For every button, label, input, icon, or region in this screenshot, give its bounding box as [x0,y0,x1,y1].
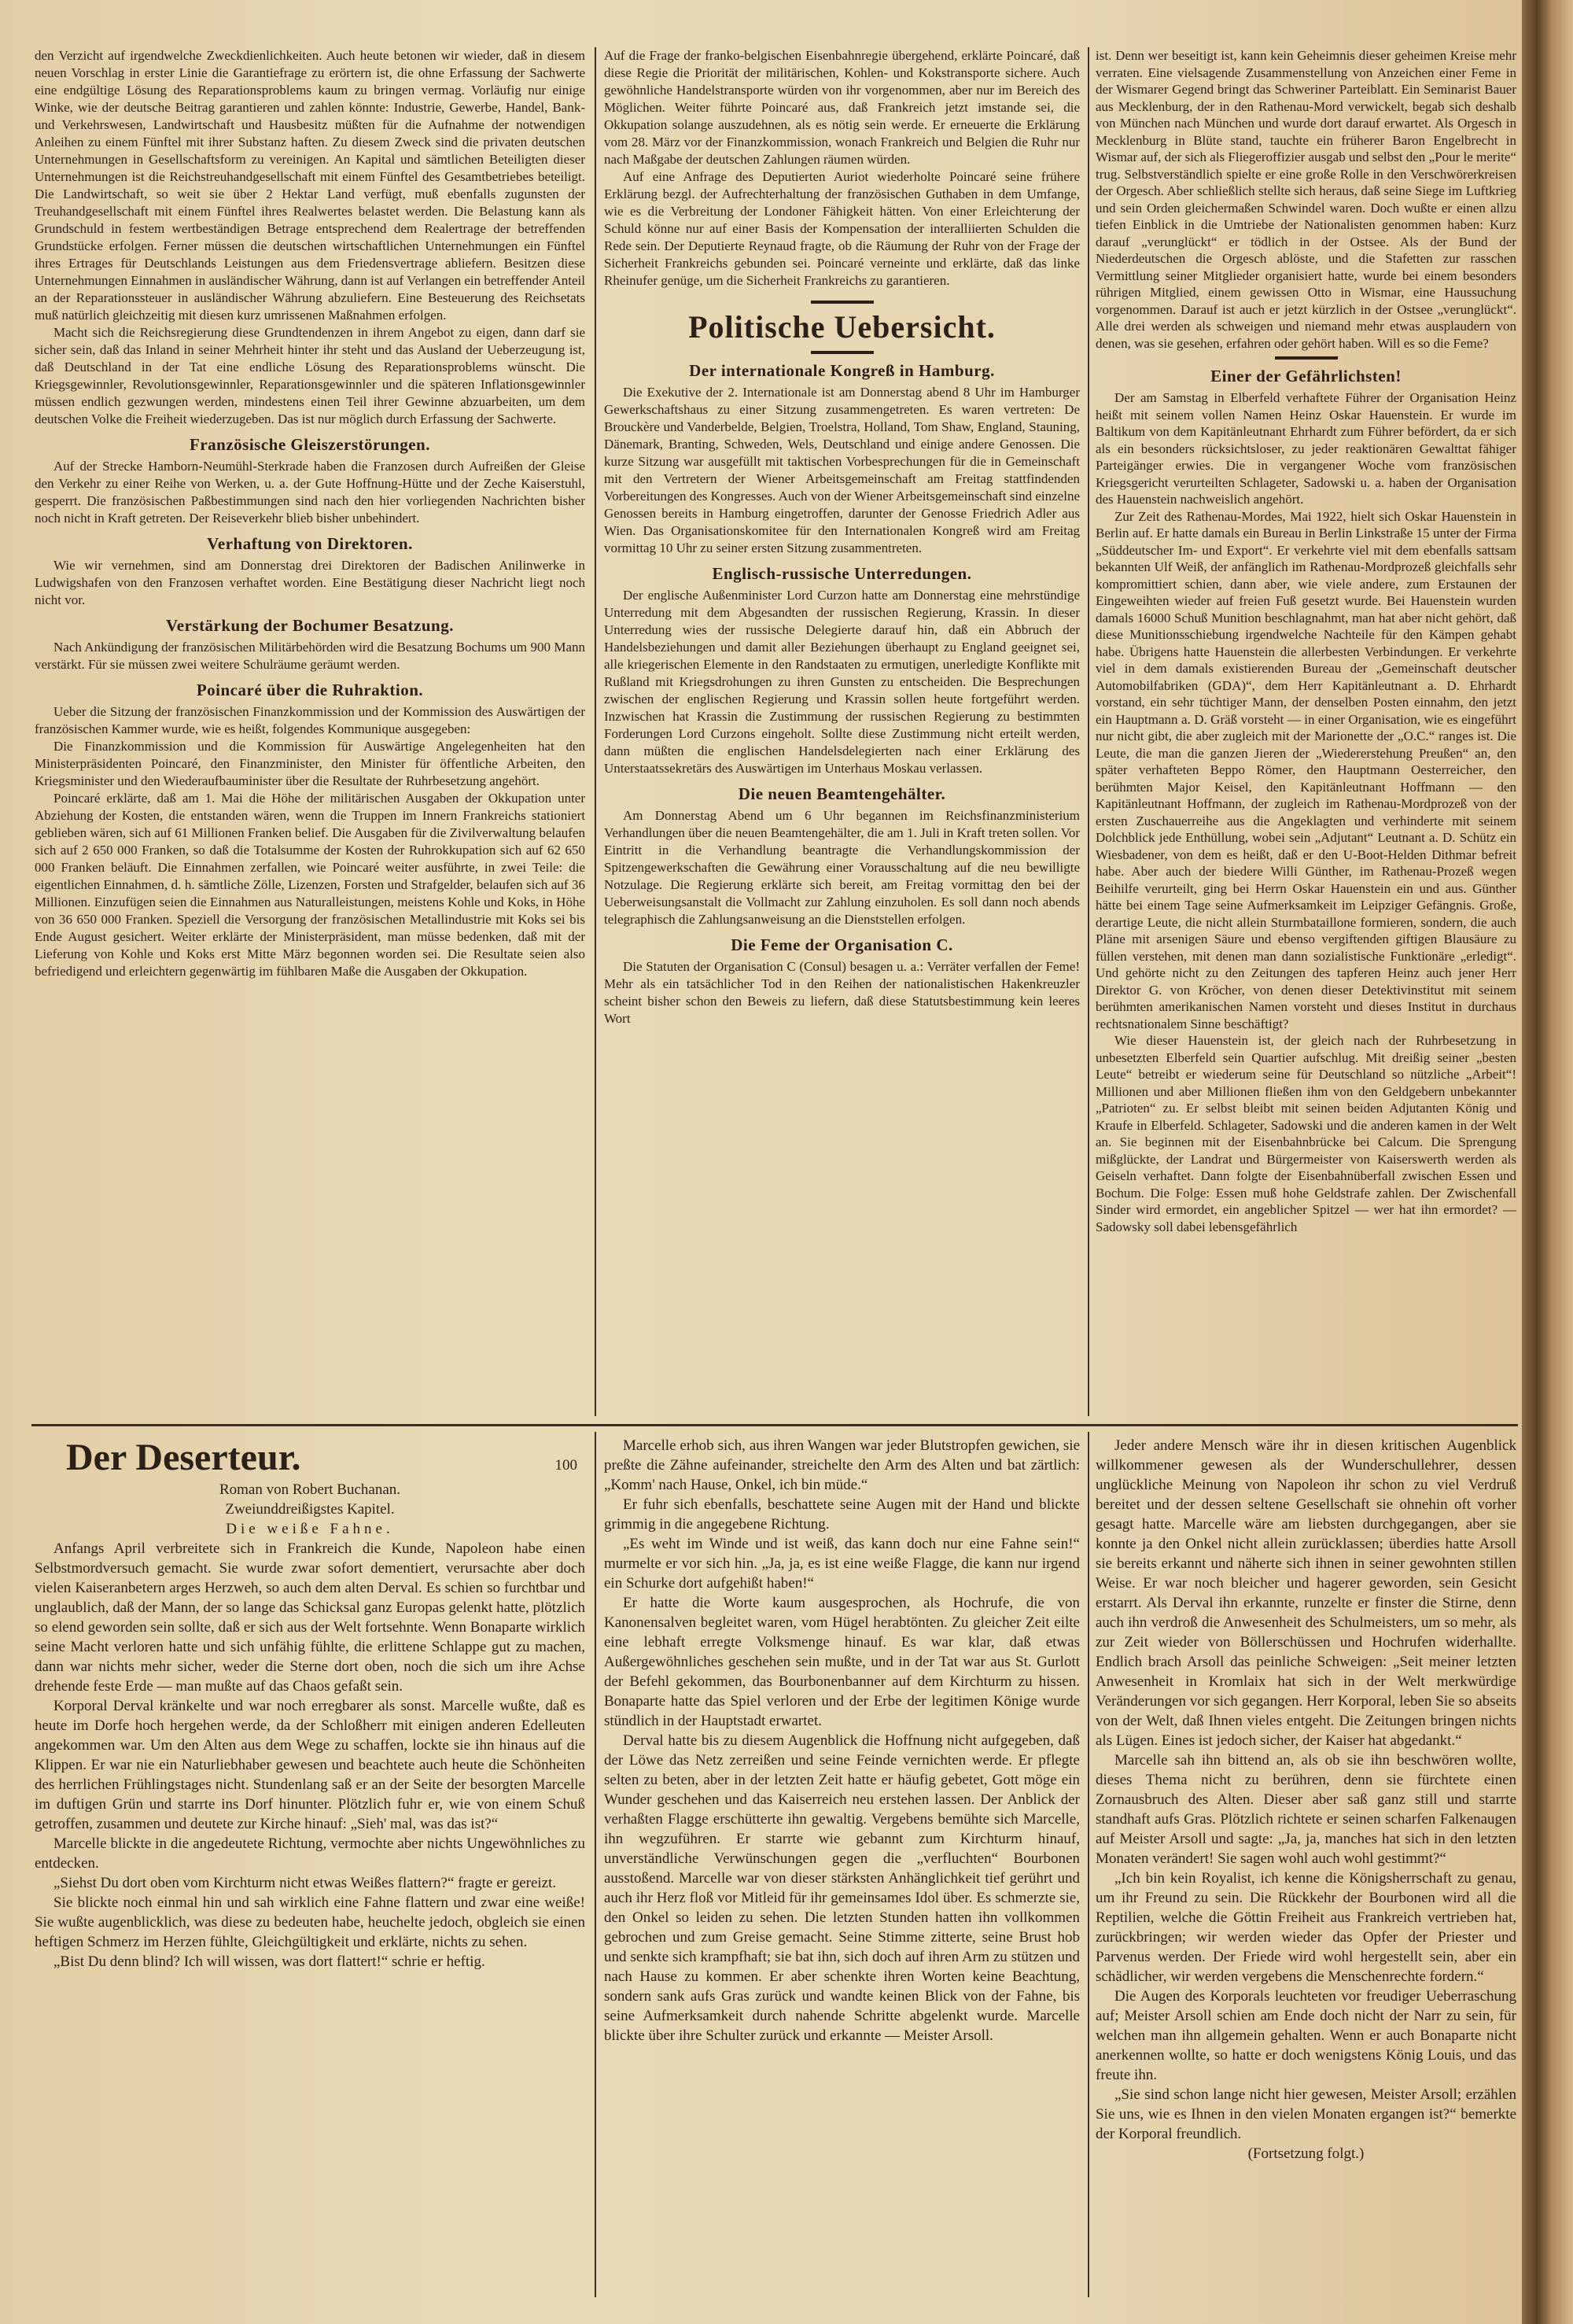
novel-paragraph: Jeder andere Mensch wäre ihr in diesen kritischen Augenblick willkommener gewesen als der Wunderschullehrer, dessen unglückliche Meinung von Napoleon ihr schon zu viel Verdruß bereitet und der dessen seltene Gesellschaft sie ohnehin oft vorher gesagt hatte. Marcelle wäre am liebsten durchgegangen, aber sie konnte ja den Onkel nicht allein zurücklassen; überdies hatte Arsoll sie bereits erkannt und näherte sich ihnen in seiner gewohnten stillen Weise. Er war noch bleicher und hagerer geworden, sein Gesicht erstarrt. Als Derval ihn erkannte, runzelte er finster die Stirne, denn auch ihn verdroß die Anwesenheit des Schulmeisters, um so mehr, als zur Zeit wieder von Böllerschüssen und Hochrufen widerhallte. Endlich brach Arsoll das peinliche Schweigen: „Seit meiner letzten Anwesenheit in Kromlaix hat sich in der Welt merkwürdige Veränderungen vor sich gegangen. Herr Korporal, leben Sie so abseits von der Welt, daß Ihnen vieles entgeht. Die Zeitungen bringen nichts als Lügen. Eines ist jedoch sicher, der Kaiser hat abgedankt.“ [1096,1437,1516,1749]
novel-paragraph: Anfangs April verbreitete sich in Frankreich die Kunde, Napoleon habe einen Selbstmordversuch gemacht. Sie wurde zwar sofort dementiert, verursachte aber doch vielen Kaiseranbetern arges Herzweh, so auch dem alten Derval. Es schien so furchtbar und unglaublich, daß der Mann, der so lange das Schicksal ganz Europas gelenkt hatte, plötzlich so elend geworden sein sollte, daß er sich aus der Welt fortsehnte. Wenn Bonaparte wirklich seine Macht verloren hatte und sich unfähig fühlte, die erlittene Schlappe gut zu machen, dann war nichts mehr sicher, weder die Sterne dort oben, noch die sich um ihre Achse drehende feste Erde — man mußte auf das Chaos gefaßt sein. [35,1540,585,1695]
article-text: Die Finanzkommission und die Kommission für Auswärtige Angelegenheiten hat den Ministerpräsidenten Poincaré, den Finanzminister, den Minister für öffentliche Arbeiten, den Kriegsminister und den Wiederaufbauminister über die Resultate der Ruhrbesetzung angehört. [35,739,585,788]
article-text: Wie wir vernehmen, sind am Donnerstag drei Direktoren der Badischen Anilinwerke in Ludwigshafen von den Franzosen verhaftet worden. Eine Bestätigung dieser Nachricht liegt noch nicht vor. [35,558,585,607]
article-text: Die Statuten der Organisation C (Consul) besagen u. a.: Verräter verfallen der Feme! Mehr als ein tatsächlicher Tod in den Reihen der nationalistischen Hakenkreuzler scheint bisher schon den Beweis zu liefern, daß diese Statutsbestimmung kein leeres Wort [604,959,1080,1026]
article-text: Der am Samstag in Elberfeld verhaftete Führer der Organisation Heinz heißt mit seinem vollen Namen Heinz Oskar Hauenstein. Er wurde im Baltikum von dem Kapitänleutnant Ehrhardt zum Führer befördert, da er sich als ein besonders rücksichtsloser, zu jeder reaktionären Gewalttat fähiger Parteigänger erwies. Die in vergangener Woche vom französischen Kriegsgericht verurteilten Schlageter, Sadowski u. a. haben der Organisation des Hauenstein nachweislich angehört. [1096,390,1516,507]
column-rule [1088,47,1089,1416]
article-lead: Ueber die Sitzung der französischen Finanzkommission und der Kommission des Auswärtigen der französischen Kammer wurde, wie es heißt, folgendes Kommunique ausgegeben: [35,704,585,736]
headline: Der internationale Kongreß in Hamburg. [689,361,995,380]
continuation-note: (Fortsetzung folgt.) [1247,2145,1365,2162]
novel-column-2 [604,1436,1080,2045]
article-text: Poincaré erklärte, daß am 1. Mai die Höhe der militärischen Ausgaben der Okkupation unter Abziehung der Kosten, die entstanden wären, wenn die Truppen im Innern Frankreichs stationiert geblieben wären, sich auf 61 Millionen Franken belief. Die Ausgaben für die Zivilverwaltung belaufen sich auf 2 650 000 Franken, so daß die Totalsumme der Kosten der Ruhrokkupation sich auf 62 650 000 Franken beläuft. Die Einnahmen zerfallen, wie Poincaré weiter ausführte, in zwei Teile: die eigentlichen Einnahmen, d. h. sämtliche Zölle, Lizenzen, Forsten und Strafgelder, belaufen sich auf 36 Millionen. Einzufügen seien die Einnahmen aus Naturalleistungen, meistens Kohle und Koks, in Höhe von 36 650 000 Franken. Speziell die Versorgung der französischen Metallindustrie mit Koks sei bis Ende August gesichert. Weiter erklärte der Ministerpräsident, man müsse bedenken, daß mit der Lieferung von Kohle und Koks erst Mitte März begonnen worden sei. Die Resultate seien also befriedigend und erleichtern gegenwärtig im fühlbaren Maße die Ausgaben der Okkupation. [35,791,585,979]
article-text: Am Donnerstag Abend um 6 Uhr begannen im Reichsfinanzministerium Verhandlungen über die neuen Beamtengehälter, die am 1. Juli in Kraft treten sollen. Vor Eintritt in die Verhandlung beantragte die Verhandlungskommission der Spitzengewerkschaften die Gewährung einer Vorausschaltung auf die neu bewilligte Notzulage. Die Regierung erklärte sich bereit, am Freitag vormittag den bei der Ueberweisungsanstalt die Vollmacht zur Zahlung einzuholen. Es soll dann noch abends telegraphisch die Zahlungsanweisung an die Dienststellen erfolgen. [604,808,1080,927]
divider [811,301,874,304]
novel-paragraph: „Bist Du denn blind? Ich will wissen, was dort flattert!“ schrie er heftig. [53,1953,485,1970]
novel-paragraph: Marcelle blickte in die angedeutete Richtung, vermochte aber nichts Ungewöhnliches zu entdecken. [35,1835,585,1872]
novel-paragraph: „Es weht im Winde und ist weiß, das kann doch nur eine Fahne sein!“ murmelte er vor sich hin. „Ja, ja, es ist eine weiße Flagge, die kann nur irgend ein Schurke dort aufgehißt haben!“ [604,1536,1080,1592]
novel-paragraph: Marcelle sah ihn bittend an, als ob sie ihn beschwören wollte, dieses Thema nicht zu berühren, denn sie fürchtete einen Zornausbruch des Alten. Dieser aber saß ganz still und starrte standhaft aufs Gras. Plötzlich richtete er seinen scharfen Falkenaugen auf Meister Arsoll und sagte: „Ja, ja, manches hat sich in den letzten Monaten verändert! Sie sagen wohl auch wohl gestimmt?“ [1096,1752,1516,1867]
page-fold-edge [1522,0,1573,2324]
article-text: Der englische Außenminister Lord Curzon hatte am Donnerstag eine mehrstündige Unterredung mit dem Abgesandten der russischen Regierung, Krassin. In dieser Unterredung wies der russische Delegierte darauf hin, daß ein Abbruch der Handelsbeziehungen und damit aller Beziehungen überhaupt zu England geeignet sei, alle kriegerischen Elemente in den Randstaaten zu ermutigen, unerledigte Konflikte mit Rußland mit Kriegsdrohungen zu ihren Gunsten zu entscheiden. Die Besprechungen zwischen der englischen Regierung und Krassin sollen heute fortgeführt werden. Inzwischen hat Krassin die Zustimmung der russischen Regierung zu bestimmten Forderungen Lord Curzons eingeholt. Sollte diese Zustimmung nicht erteilt werden, dann müßten die englischen Handelsdelegierten nach einer Erklärung des Unterstaatssekretärs des Auswärtigen im Unterhaus Moskau verlassen. [604,588,1080,776]
article-text: Nach Ankündigung der französischen Militärbehörden wird die Besatzung Bochums um 900 Mann verstärkt. Für sie müssen zwei weitere Schulräume geräumt werden. [35,640,585,672]
divider [811,351,874,354]
novel-paragraph: Sie blickte noch einmal hin und sah wirklich eine Fahne flattern und zwar eine weiße! Sie wußte augenblicklich, was diese zu bedeuten habe, heuchelte jedoch, obgleich sie einen heftigen Schmerz im Herzen fühlte, Gleichgültigkeit und erklärte, nichts zu sehen. [35,1894,585,1950]
novel-column-1 [35,1436,585,1972]
novel-paragraph: Derval hatte bis zu diesem Augenblick die Hoffnung nicht aufgegeben, daß der Löwe das Netz zerreißen und seine Feinde vernichten werde. Er pflegte selten zu beten, aber in der letzten Zeit hatte er häufig gebetet, Gott möge ein Wunder geschehen und das Kaiserreich neu erstehen lassen. Der Anblick der verhaßten Flagge erschütterte ihn gewaltig. Vergebens bemühte sich Marcelle, ihn wegzuführen. Er starrte wie gebannt zum Kirchturm hinauf, unverständliche Verwünschungen gegen die „verfluchten“ Bourbonen ausstoßend. Marcelle war von dieser stärksten Anhänglichkeit tief gerührt und auch ihr Herz floß vor Mitleid für ihr gemeinsames Idol über. Es schmerzte sie, den Onkel so leiden zu sehen. Die letzten Stunden hatten ihn vollkommen gebrochen und zum Greise gemacht. Seine Stimme zitterte, seine Brust hob und senkte sich krampfhaft; sie bat ihn, sich doch auf ihren Arm zu stützen und nach Hause zu kommen. Er aber schenkte ihren Worten keine Beachtung, sondern sank aufs Gras zurück und wandte keinen Blick von der Fahne, bis seine Aufmerksamkeit durch nahende Schritte abgelenkt wurde. Marcelle blickte über ihre Schulter zurück und erkannte — Meister Arsoll. [604,1732,1080,2044]
novel-paragraph: Er fuhr sich ebenfalls, beschattete seine Augen mit der Hand und blickte grimmig in die angegebene Richtung. [604,1496,1080,1533]
top-column-2 [604,47,1080,1027]
column-rule [1088,1432,1089,2297]
headline: Französische Gleiszerstörungen. [190,435,430,454]
article-text: den Verzicht auf irgendwelche Zweckdienlichkeiten. Auch heute betonen wir wieder, daß in diesem neuen Vorschlag in erster Linie die Garantiefrage zu erörtern ist, die ohne Erfassung der Sachwerte eine endgültige Lösung des Reparationsproblems kaum zu bringen vermag. Vorläufig nur einige Winke, wie der deutsche Beitrag garantieren und zahlen könnte: Industrie, Gewerbe, Handel, Bank- und Verkehrswesen, Landwirtschaft und Hausbesitz müßten für die Aufnahme der notwendigen Anleihen zu einem Fünftel mit ihrer Substanz haften. Zu diesem Zweck sind die privaten deutschen Unternehmungen in Gesellschaftsform zu vereinigen. An Kapital und sämtlichen Beteiligten dieser Unternehmungen ist die Reichstreuhandgesellschaft mit einem Fünftel des Gesamtbetriebes beteiligt. Die Landwirtschaft, so weit sie über 2 Hektar Land verfügt, muß ebenfalls zugunsten der Treuhandgesellschaft mit einem Fünftel ihres Realwertes belastet werden. Die Belastung kann als Grundschuld in festem wertbeständigen Betrage entsprechend dem Realertrage der betreffenden Grundstücke erfolgen. Ferner müssen die deutschen wirtschaftlichen Unternehmungen ein Fünftel ihres Ertrages für Deutschlands Leistungen aus dem Friedensvertrage abliefern. Besitzen diese Unternehmungen Einnahmen in ausländischer Währung, dann ist auf Verlangen ein betreffender Anteil an der Reparationssteuer in ausländischer Währung abzuliefern. Eine Besteuerung des Reichsetats muß natürlich gleichzeitig mit diesen kurz umrissenen Maßnahmen erfolgen. [35,48,585,323]
novel-paragraph: Er hatte die Worte kaum ausgesprochen, als Hochrufe, die von Kanonensalven begleitet waren, vom Hügel herabtönten. Zu gleicher Zeit eilte eine lebhaft erregte Volksmenge hinauf. Es war klar, daß etwas Außergewöhnliches geschehen sein mußte, und in der Tat war aus St. Gurlott der Befehl gekommen, das Bourbonenbanner auf dem Kirchturm zu hissen. Bonaparte hatte das Spiel verloren und der Erbe der legitimen Könige wurde stündlich in der Hauptstadt erwartet. [604,1595,1080,1729]
headline: Poincaré über die Ruhraktion. [196,681,424,699]
novel-paragraph: Marcelle erhob sich, aus ihren Wangen war jeder Blutstropfen gewichen, sie preßte die Zähne aufeinander, streichelte den Arm des Alten und bat zärtlich: „Komm' nach Hause, Onkel, ich bin müde.“ [604,1437,1080,1493]
top-column-1 [35,47,585,980]
article-text: Die Exekutive der 2. Internationale ist am Donnerstag abend 8 Uhr im Hamburger Gewerkschaftshaus zu einer Sitzung zusammengetreten. Es waren vertreten: De Brouckère und Vanderbelde, Belgien, Troelstra, Holland, Tom Shaw, England, Stauning, Dänemark, Branting, Schweden, Wels, Deutschland und einige andere Genossen. Die kurze Sitzung war ausgefüllt mit taktischen Vorbesprechungen für die in Gemeinschaft mit den Vertretern der Wiener Arbeitsgemeinschaft am Freitag stattfindenden Vorbereitungen des Kongresses. Auch von der Wiener Arbeitsgemeinschaft sind einzelne Genossen bereits in Hamburg eingetroffen, darunter der Genosse Friedrich Adler aus Wien. Das Organisationskomitee für den Internationalen Kongreß wird am Freitag vormittag 10 Uhr zu seiner ersten Sitzung zusammentreten. [604,385,1080,555]
installment-number: 100 [554,1457,577,1474]
headline: Englisch-russische Unterredungen. [712,564,972,583]
article-text: Wie dieser Hauenstein ist, der gleich nach der Ruhrbesetzung in unbesetzten Elberfeld sein Quartier aufschlug. Mit dreißig seiner „besten Leute“ betreibt er wiederum seine für Deutschland so nützliche „Arbeit“! Millionen und aber Millionen fließen ihm von den Geldgebern unbekannter „Patrioten“ zu. Er selbst bleibt mit seinen beiden Adjutanten König und Kraufe in Elberfeld. Schlageter, Sadowski und die anderen kamen in der Welt an. Sie beginnen mit der Eisenbahnbrücke bei Calcum. Die Sprengung mißglückte, der Landrat und Bürgermeister von Kaiserswerth werden als Geiseln verhaftet. Dann folgte der Eisenbahnüberfall zwischen Essen und Bochum. Die Folge: Essen muß hohe Geldstrafe zahlen. Der Zwischenfall Sinder wird ermordet, ein angeblicher Spitzel — wer hat ihn ermordet? — Sadowsky soll dabei lebensgefährlich [1096,1033,1516,1234]
section-divider [31,1424,1518,1426]
novel-paragraph: Die Augen des Korporals leuchteten vor freudiger Ueberraschung auf; Meister Arsoll schien am Ende doch nicht der Narr zu sein, für welchen man ihn allgemein gehalten. Wenn er auch Bonaparte nicht anerkennen wollte, so hatte er doch wenigstens König Louis, und das freute ihn. [1096,1988,1516,2083]
article-text: Zur Zeit des Rathenau-Mordes, Mai 1922, hielt sich Oskar Hauenstein in Berlin auf. Er hatte damals ein Bureau in Berlin Linkstraße 15 unter der Firma „Süddeutscher Im- und Export“. Er verkehrte viel mit dem ebenfalls sattsam bekannten Ulf Weiß, der anfänglich im Rathenau-Mordprozeß gleichfalls sehr kompromittiert schien, dann aber, wie viele andere, zum Erstaunen der Eingeweihten wieder auf freien Fuß gesetzt wurde. Bei Hauenstein wurden damals 16000 Schuß Munition beschlagnahmt, man hat aber nicht gehört, daß diese Munitionsschiebung irgendwelche Nachteile für den Kämpen gehabt habe. Übrigens hatte Hauenstein die allerbesten Verbindungen. Er verkehrte viel in dem damals existierenden Bureau der „Gemeinschaft deutscher Automobilfabriken (GDA)“, dem Herr Kapitänleutnant a. D. Ehrhardt vorstand, ein sehr tüchtiger Mann, der denselben Posten einnahm, den jetzt ein Hauptmann a. D. Gräß vorsteht — in einer Organisation, wie es eingeführt nur nicht gibt, die aber zugleich mit der Marionette der „O.C.“ ranges ist. Die Leute, die man die ganzen Jieren der „Wiedererstehung Preußen“ an, den später verhafteten Beppo Römer, den Hauptmann Oesterreicher, den berühmten Major Keisel, den Kapitänleutnant Hoffmann — den Kapitänleutnant Hoffmann, der zugleich im Rathenau-Mordprozeß von der ersten Zuschauerreihe aus die Angeklagten und verhinderte mit seinem Dolchblick jede Enthüllung, wobei sein „Adjutant“ Leutnant a. D. Schütz ein Wiesbadener, von dem es heißt, daß er den U-Boot-Helden Dithmar befreit habe. Aber auch der biedere Willi Günther, im Rathenau-Prozeß wegen Beihilfe verurteilt, ging bei Herrn Oskar Hauenstein ein und aus. Günther hätte bei einem Tage seine Aufmerksamkeit im Leipziger Gefängnis. Große, derartige Leute, die nicht allein Sturmbataillone formieren, sondern, die auch Pläne mit arsenigen Säure und ebenso vergiftenden giftigen Blausäure zu füllen verstehen, mit denen man dann sozialistische Funktionäre „erledigt“. Und gehörte nicht zu den Zeitungen des tapferen Heinz auch jener Herr Direktor G. von Kröcher, von denen dieser Detektivinstitut mit seinem berühmten amerikanischen Namen vorsteht und dieses Institut in durchaus rechtsnationalem Sinne beschäftigt? [1096,508,1516,1031]
article-text: Macht sich die Reichsregierung diese Grundtendenzen in ihrem Angebot zu eigen, dann darf sie sicher sein, daß das Inland in seiner Mehrheit hinter ihr steht und das Ausland der Ueberzeugung ist, daß Deutschland in der Tat eine endliche Lösung des Reparationsproblems wünscht. Die Kriegsgewinnler, Revolutionsgewinnler, Reparationsgewinnler und die späteren Inflationsgewinnler müssen endlich gezwungen werden, mindestens einen Teil ihrer Gewinne abzuarbeiten, um dem deutschen Volke die Freiheit wiederzugeben. Das ist nur möglich durch Erfassung der Sachwerte. [35,325,585,426]
novel-paragraph: „Ich bin kein Royalist, ich kenne die Königsherrschaft zu genau, um ihr Freund zu sein. Die Rückkehr der Bourbonen wird all die Reptilien, welche die Göttin Freiheit aus Frankreich vertrieben hat, zurückbringen; wir werden wieder das Opfer der Priester und Parvenus werden. Der Friede wird wohl hergestellt sein, aber ein schädlicher, wir werden vergebens die Menschenrechte fordern.“ [1096,1870,1516,1985]
column-rule [595,47,596,1416]
chapter-heading: Zweiunddreißigstes Kapitel. [225,1501,395,1518]
article-text: Auf eine Anfrage des Deputierten Auriot wiederholte Poincaré seine frühere Erklärung bezgl. der Aufrechterhaltung der französischen Guthaben in dem Umfange, wie es die Verbreitung der Londoner Fähigkeit hätten. Von einer Erleichterung der Schuld könne nur auf einer Basis der Kompensation der interalliierten Schulden die Rede sein. Der Deputierte Reynaud fragte, ob die Räumung der Ruhr von der Frage der Sicherheit Frankreichs gebunden sei. Poincaré verneinte und erklärte, daß das linke Rheinufer genüge, um die Sicherheit Frankreichs zu garantieren. [604,169,1080,288]
chapter-subtitle: Die weiße Fahne. [226,1521,394,1537]
novel-paragraph: „Sie sind schon lange nicht hier gewesen, Meister Arsoll; erzählen Sie uns, wie es Ihnen in den vielen Monaten ergangen ist?“ bemerkte der Korporal freundlich. [1096,2086,1516,2142]
novel-byline: Roman von Robert Buchanan. [219,1481,401,1498]
headline: Verhaftung von Direktoren. [207,534,413,553]
novel-paragraph: „Siehst Du dort oben vom Kirchturm nicht etwas Weißes flattern?“ fragte er gereizt. [53,1875,557,1891]
headline: Die neuen Beamtengehälter. [738,784,946,803]
novel-paragraph: Korporal Derval kränkelte und war noch erregbarer als sonst. Marcelle wußte, daß es heute im Dorfe hoch hergehen werde, da der Schloßherr mit einigen anderen Edelleuten angekommen war. Um den Alten aus dem Wege zu schaffen, lockte sie ihn hinaus auf die Klippen. Er war nie ein Naturliebhaber gewesen und beachtete auch heute die Schönheiten des herrlichen Frühlingstages nicht. Stundenlang saß er an der Seite der besorgten Marcelle im duftigen Grün und starrte ins Dorf hinunter. Plötzlich fuhr er, wie von einem Schuß getroffen, zusammen und deutete zur Kirche hinauf: „Sieh' mal, was das ist?“ [35,1698,585,1832]
headline: Verstärkung der Bochumer Besatzung. [166,616,454,635]
section-title: Politische Uebersicht. [688,309,996,345]
article-text: Auf der Strecke Hamborn-Neumühl-Sterkrade haben die Franzosen durch Aufreißen der Gleise den Verkehr zu einer Reihe von Werken, u. a. der Gute Hoffnung-Hütte und der Zeche Kaiserstuhl, gesperrt. Die französischen Paßbestimmungen sind nach den hier vorliegenden Nachrichten bisher noch nicht in Kraft getreten. Der Reiseverkehr blieb bisher unbehindert. [35,459,585,526]
divider [1275,356,1338,360]
headline: Einer der Gefährlichsten! [1210,367,1402,385]
novel-column-3 [1096,1436,1516,2164]
headline: Die Feme der Organisation C. [731,935,953,954]
top-column-3 [1096,47,1516,1235]
article-text: ist. Denn wer beseitigt ist, kann kein Geheimnis dieser geheimen Kreise mehr verraten. Eine vielsagende Zusammenstellung von Anzeichen einer Feme in der Wismarer Gegend bringt das Schweriner Parteiblatt. Ein Seminarist Bauer aus Mecklenburg, der in den Rathenau-Mord verwickelt, begab sich deshalb von München nach München und wurde dort darauf erwartet. Als Orgesch in Mecklenburg in Blüte stand, tauchte ein früherer Baron Engelbrecht in Wismar auf, der sich als Fliegeroffizier ausgab und selbst den „Pour le merite“ trug. Selbstverständlich spielte er eine große Rolle in den Verschwörerkreisen der Orgesch. Aber schließlich stellte sich heraus, daß seine Siege im Luftkrieg und sein Orden gleichermaßen Schwindel waren. Doch wußte er einen allzu tiefen Einblick in die Umtriebe der Nationalisten genommen haben: Kurz darauf „verunglückt“ er tödlich in der Ostsee. Als der Bund der Niederdeutschen die Orgesch ablöste, und die Stafetten zur rasschen Vermittlung seiner Mitglieder organisiert hatte, wurde bei einem besonders rührigen Mitglied, einem gewissen Otto in Wismar, eine Haussuchung vorgenommen. Darauf ist auch er jetzt kürzlich in der Ostsee „verunglückt“. Alle drei werden als schweigen und niemand mehr etwas ausplaudern von denen, was sie gesehen, erfahren oder gehört haben. Will es so die Feme? [1096,48,1516,351]
article-text: Auf die Frage der franko-belgischen Eisenbahnregie übergehend, erklärte Poincaré, daß diese Regie die Priorität der militärischen, Kohlen- und Kokstransporte sichere. Auch gewöhnliche Handelstransporte würden von ihr vorgenommen, aber nur im Bereich des Möglichen. Weiter führte Poincaré aus, daß Frankreich jetzt imstande sei, die Okkupation solange auszudehnen, als es nötig sein werde. Er erneuerte die Erklärung vom 28. März vor der Finanzkommission, wonach Frankreich und Belgien die Ruhr nur nach Maßgabe der deutschen Zahlungen räumen würden. [604,48,1080,167]
column-rule [595,1432,596,2297]
novel-title: Der Deserteur. [66,1437,301,1478]
